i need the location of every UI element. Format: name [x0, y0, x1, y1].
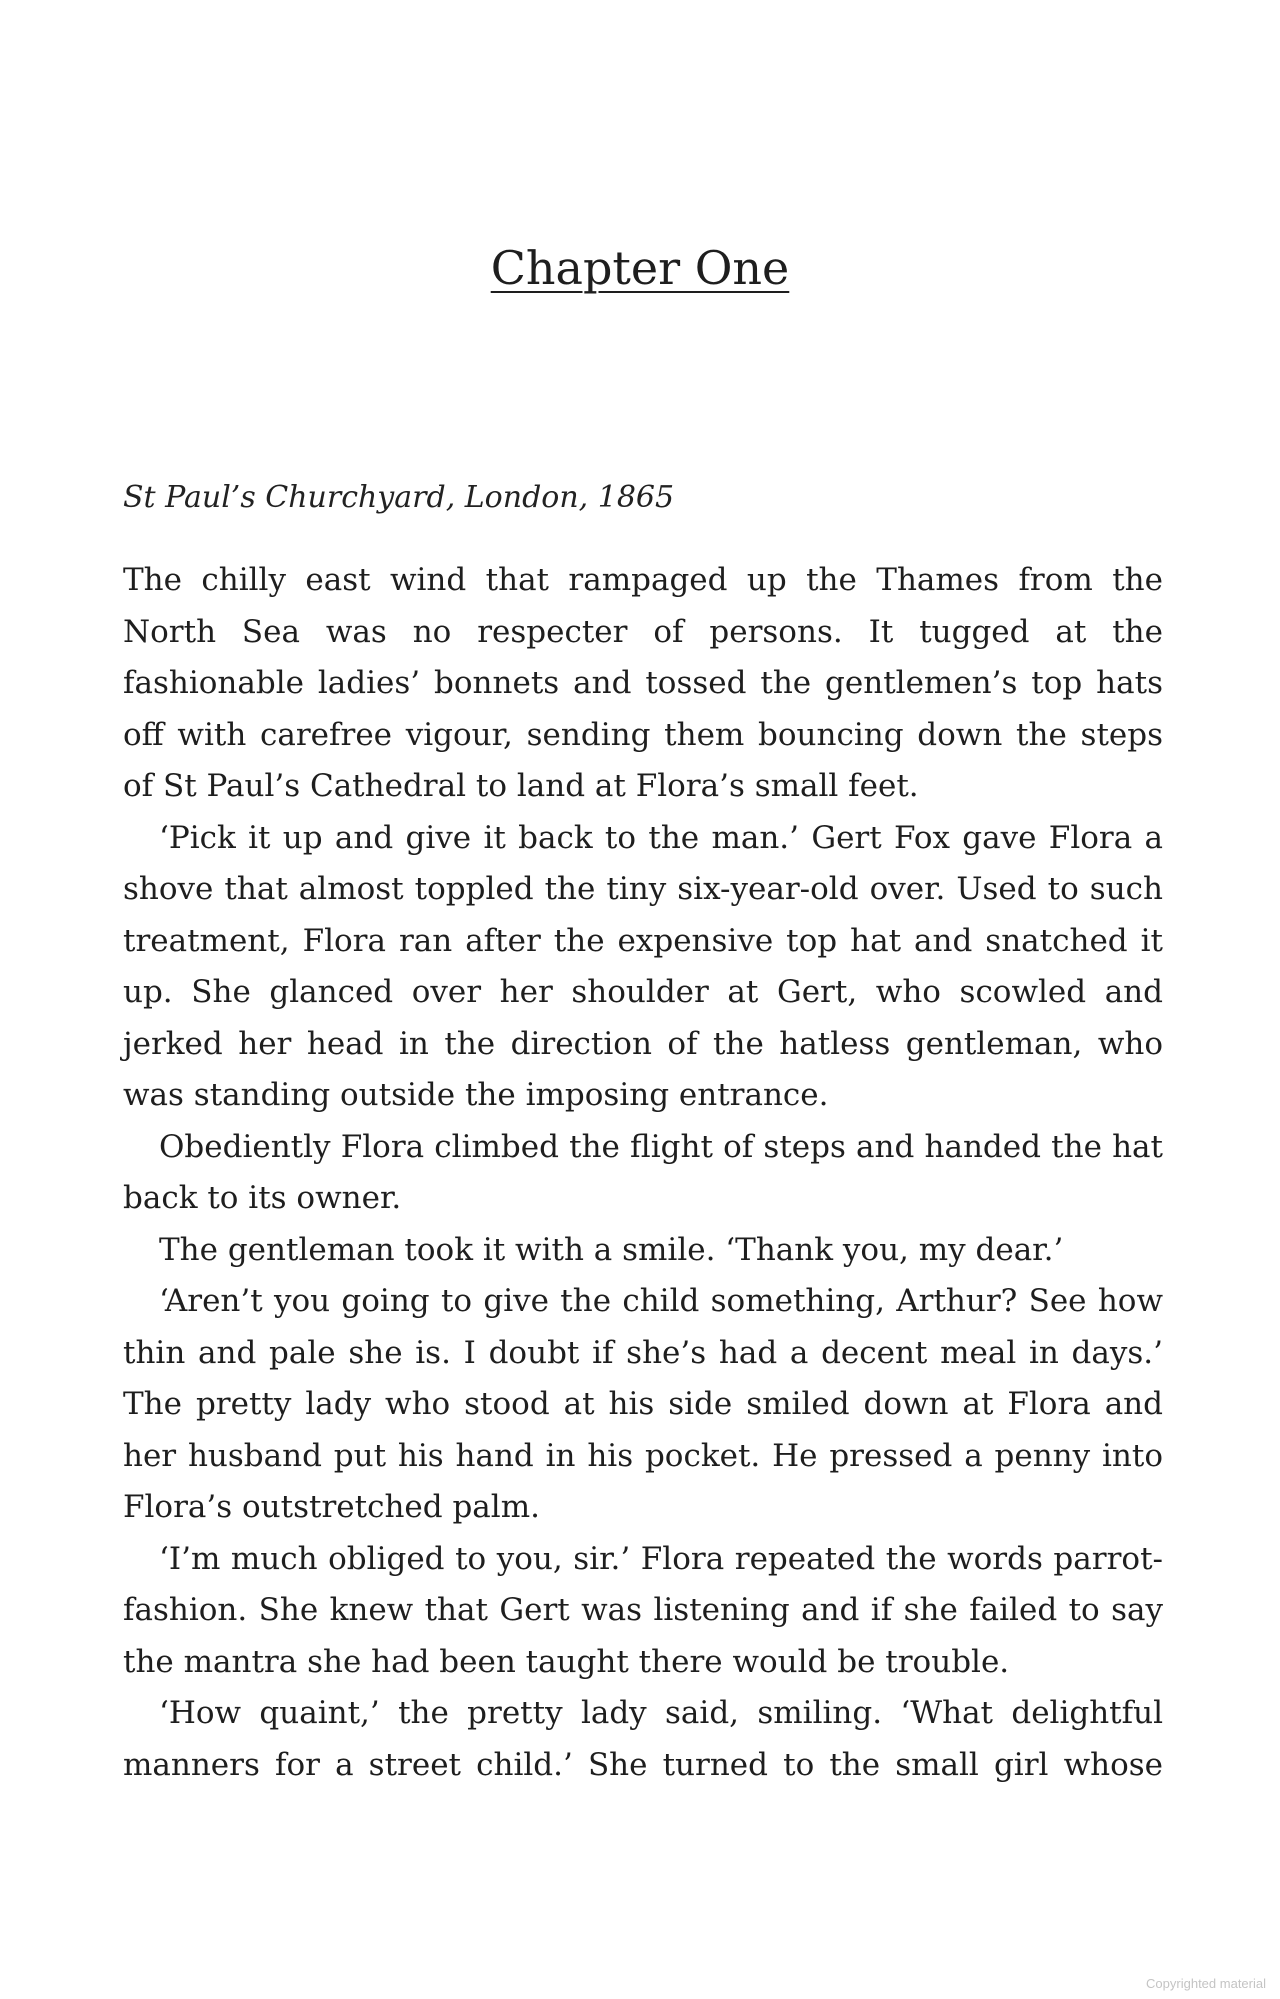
chapter-title: Chapter One	[490, 241, 790, 295]
paragraph: ‘I’m much obliged to you, sir.’ Flora repeated the words parrot-fashion. She knew that Gert was listening and if she failed to say the mantra she had been taught there would be trouble.	[123, 1540, 1163, 1680]
body-text	[123, 555, 1163, 1791]
dateline: St Paul’s Churchyard, London, 1865	[123, 480, 675, 515]
paragraph: The gentleman took it with a smile. ‘Thank you, my dear.’	[159, 1231, 1064, 1268]
chapter-heading	[0, 238, 1280, 298]
paragraph: ‘How quaint,’ the pretty lady said, smiling. ‘What delightful manners for a street child.’ She turned to the small girl whose	[123, 1695, 1163, 1783]
paragraph: ‘Aren’t you going to give the child something, Arthur? See how thin and pale she is. I doubt if she’s had a decent meal in days.’ The pretty lady who stood at his side smiled down at Flora and her husband put his hand in his pocket. He pressed a penny into Flora’s outstretched palm.	[123, 1283, 1163, 1525]
paragraph: ‘Pick it up and give it back to the man.’ Gert Fox gave Flora a shove that almost toppled the tiny six-year-old over. Used to such treatment, Flora ran after the expensive top hat and snatched it up. She glanced over her shoulder at Gert, who scowled and jerked her head in the direction of the hatless gentleman, who was standing outside the imposing entrance.	[123, 819, 1163, 1113]
copyright-watermark: Copyrighted material	[1146, 1976, 1266, 1991]
paragraph: Obediently Flora climbed the flight of steps and handed the hat back to its owner.	[123, 1128, 1163, 1216]
paragraph: The chilly east wind that rampaged up the Thames from the North Sea was no respecter of persons. It tugged at the fashionable ladies’ bonnets and tossed the gentlemen’s top hats off with carefree vigour, sending them bouncing down the steps of St Paul’s Cathedral to land at Flora’s small feet.	[123, 562, 1163, 804]
